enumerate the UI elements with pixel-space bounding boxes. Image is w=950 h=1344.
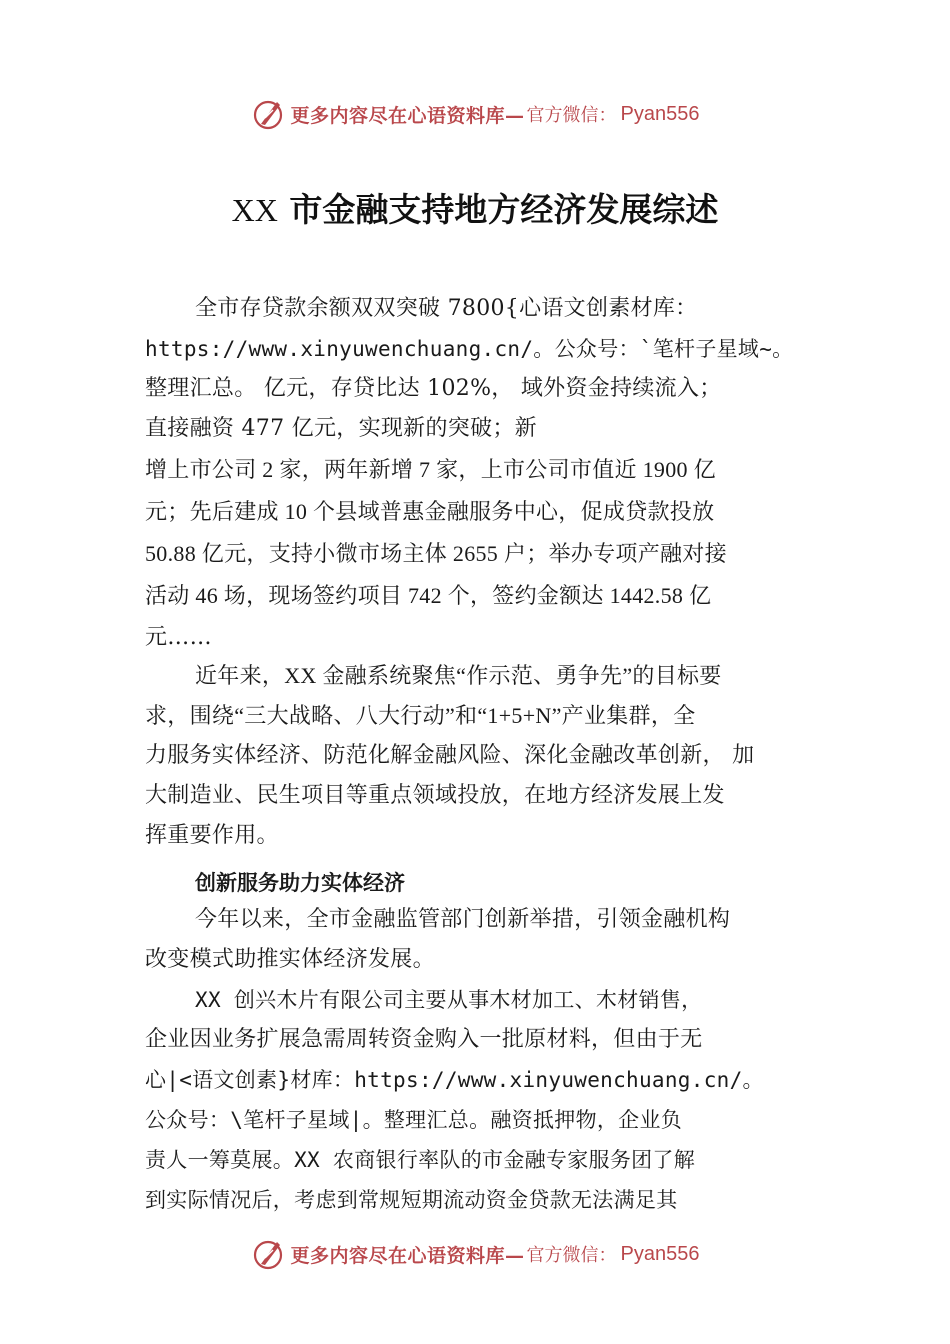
banner-wechat-label: 官方微信：	[526, 105, 617, 126]
paragraph-2	[145, 656, 815, 856]
section-heading: 创新服务助力实体经济	[195, 871, 405, 895]
paragraph-line: 挥重要作用。	[145, 823, 279, 848]
paragraph-line: 企业因业务扩展急需周转资金购入一批原材料，但由于无	[145, 1027, 703, 1052]
title-main: 市金融支持地方经济发展综述	[277, 190, 719, 229]
paragraph-line: 直接融资 477 亿元，实现新的突破；新	[145, 416, 537, 441]
footer-banner	[0, 1232, 950, 1276]
paragraph-line: 元……	[145, 625, 212, 650]
page-title	[0, 184, 950, 231]
banner-wechat-label: 官方微信：	[526, 1245, 617, 1266]
section-heading-block	[145, 866, 815, 900]
paragraph-line: 公众号：\笔杆子星域|。整理汇总。融资抵押物，企业负	[145, 1108, 683, 1132]
paragraph-line: 近年来，XX 金融系统聚焦“作示范、勇争先”的目标要	[195, 663, 722, 688]
paragraph-line: 力服务实体经济、防范化解金融风险、深化金融改革创新， 加	[145, 743, 755, 768]
banner-wechat-id: Pyan556	[620, 1242, 700, 1265]
paragraph-line: 到实际情况后，考虑到常规短期流动资金贷款无法满足其	[145, 1188, 678, 1212]
header-banner	[0, 92, 950, 136]
paragraph-line: 心|<语文创素}材库：https://www.xinyuwenchuang.cn/。	[145, 1068, 764, 1092]
paragraph-line: 增上市公司 2 家，两年新增 7 家，上市公司市值近 1900 亿	[145, 457, 716, 482]
quill-pen-logo-icon	[251, 1236, 287, 1272]
paragraph-3	[145, 900, 815, 980]
banner-wechat-id: Pyan556	[620, 102, 700, 125]
paragraph-line: 全市存贷款余额双双突破 7800{心语文创素材库：	[195, 296, 698, 321]
paragraph-line: XX 创兴木片有限公司主要从事木材加工、木材销售，	[195, 988, 703, 1012]
paragraph-line: 今年以来，全市金融监管部门创新举措，引领金融机构	[195, 907, 731, 932]
paragraph-line: 元；先后建成 10 个县域普惠金融服务中心，促成贷款投放	[145, 499, 715, 524]
paragraph-line: 改变模式助推实体经济发展。	[145, 947, 435, 972]
paragraph-line: 求，围绕“三大战略、八大行动”和“1+5+N”产业集群，全	[145, 703, 696, 728]
paragraph-line: https://www.xinyuwenchuang.cn/。公众号：`笔杆子星域~。	[145, 337, 794, 361]
quill-pen-logo-icon	[251, 96, 287, 132]
title-prefix: XX	[231, 192, 278, 228]
banner-text: 更多内容尽在心语资料库—	[290, 104, 525, 127]
paragraph-line: 大制造业、民生项目等重点领域投放，在地方经济发展上发	[145, 783, 725, 808]
paragraph-line: 活动 46 场，现场签约项目 742 个，签约金额达 1442.58 亿	[145, 583, 712, 608]
banner-text: 更多内容尽在心语资料库—	[290, 1244, 525, 1267]
paragraph-line: 整理汇总。 亿元，存贷比达 102%， 域外资金持续流入；	[145, 376, 722, 401]
paragraph-line: 50.88 亿元，支持小微市场主体 2655 户；举办专项产融对接	[145, 541, 727, 566]
paragraph-1	[145, 289, 815, 659]
paragraph-4	[145, 980, 815, 1220]
paragraph-line: 责人一筹莫展。XX 农商银行率队的市金融专家服务团了解	[145, 1148, 696, 1172]
